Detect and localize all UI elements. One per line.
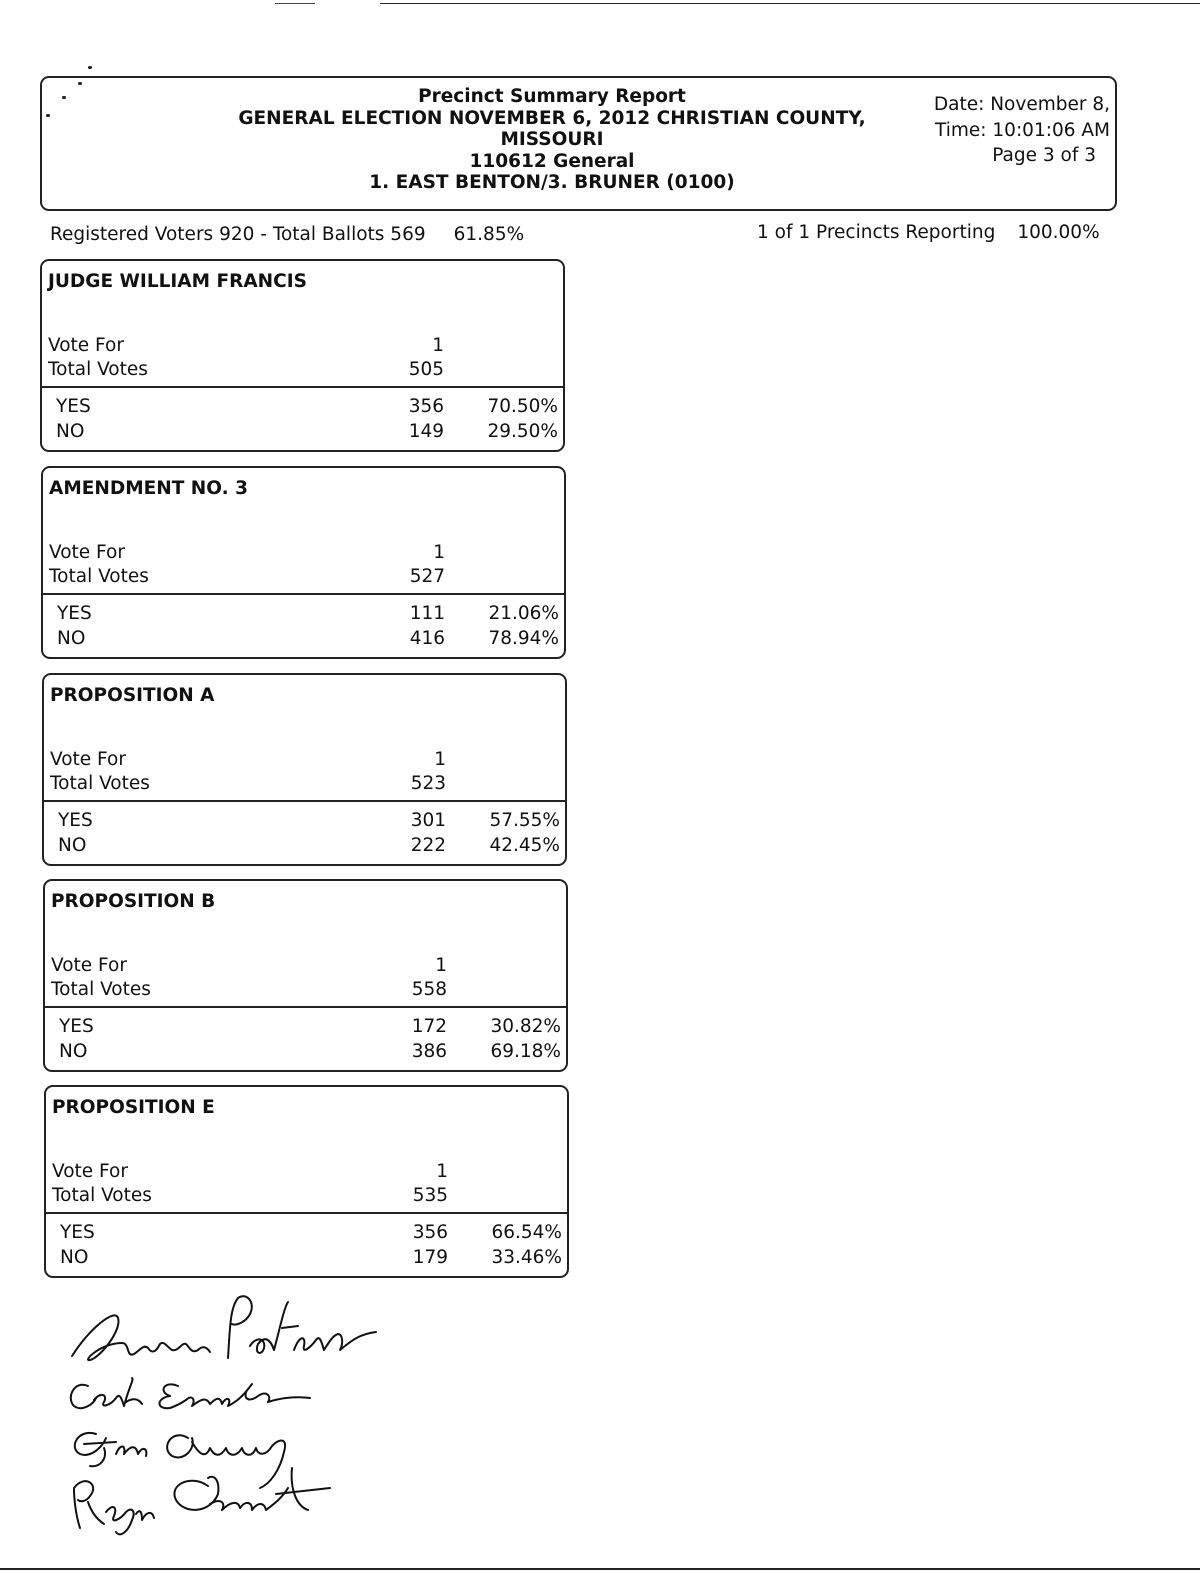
yes-percent: 66.54% [491,1222,562,1243]
no-label: NO [58,835,87,856]
yes-votes: 301 [410,810,446,831]
signature-1 [72,1296,376,1360]
judge-signatures [60,1288,400,1538]
yes-row [58,810,563,834]
vote-for-row [49,542,554,566]
divider [43,593,564,595]
scan-speck [88,66,92,69]
reporting-summary [757,222,1100,243]
page-number: Page 3 of 3 [992,145,1096,166]
no-label: NO [57,628,86,649]
vote-for-label: Vote For [52,1161,128,1182]
no-percent: 42.45% [489,835,560,856]
vote-for-label: Vote For [48,335,124,356]
report-header-center [222,86,882,194]
election-code: 110612 General [469,150,635,172]
no-votes: 222 [410,835,446,856]
yes-percent: 70.50% [487,396,558,417]
yes-percent: 57.55% [489,810,560,831]
vote-for-value: 1 [434,749,446,770]
no-percent: 29.50% [487,421,558,442]
total-votes-row [49,566,554,590]
report-meta [898,92,1110,169]
contest-proposition-b [43,879,568,1072]
total-votes-value: 527 [409,566,445,587]
yes-label: YES [57,603,92,624]
total-votes-value: 558 [411,979,447,1000]
divider [45,1006,566,1008]
report-header [40,76,1117,211]
turnout-percent: 61.85% [453,224,525,245]
total-votes-row [51,979,556,1003]
no-percent: 33.46% [491,1247,562,1268]
contest-title: AMENDMENT NO. 3 [49,478,248,499]
voters-ballots: Registered Voters 920 - Total Ballots 569 [50,224,426,245]
no-row [57,628,562,652]
no-percent: 78.94% [488,628,559,649]
total-votes-row [50,773,555,797]
yes-row [60,1222,565,1246]
yes-label: YES [59,1016,94,1037]
no-votes: 386 [411,1041,447,1062]
yes-label: YES [58,810,93,831]
yes-row [59,1016,564,1040]
no-row [60,1247,565,1271]
total-votes-label: Total Votes [49,566,149,587]
total-votes-label: Total Votes [52,1185,152,1206]
yes-percent: 21.06% [488,603,559,624]
contest-proposition-e [44,1085,569,1278]
vote-for-label: Vote For [50,749,126,770]
no-votes: 179 [412,1247,448,1268]
total-votes-label: Total Votes [50,773,150,794]
no-row [56,421,561,445]
no-row [59,1041,564,1065]
vote-for-label: Vote For [51,955,127,976]
contest-proposition-a [42,673,567,866]
contest-judge-william-francis [40,259,565,452]
divider [42,386,563,388]
contest-title: JUDGE WILLIAM FRANCIS [48,271,307,292]
signature-4 [74,1468,330,1534]
vote-for-value: 1 [435,955,447,976]
scan-mark-top-dash [275,3,315,4]
vote-for-row [48,335,553,359]
yes-label: YES [56,396,91,417]
yes-label: YES [60,1222,95,1243]
vote-for-row [52,1161,557,1185]
no-label: NO [60,1247,89,1268]
contest-amendment-no-3 [41,466,566,659]
election-state: MISSOURI [500,129,604,150]
yes-votes: 356 [408,396,444,417]
reporting-percent: 100.00% [1017,222,1100,243]
total-votes-value: 523 [410,773,446,794]
contest-title: PROPOSITION A [50,685,215,706]
total-votes-row [48,359,553,383]
divider [46,1212,567,1214]
turnout-summary [50,224,524,245]
total-votes-label: Total Votes [51,979,151,1000]
election-name: GENERAL ELECTION NOVEMBER 6, 2012 CHRISTIAN COUNTY, [238,107,866,129]
scan-edge-top [380,3,1200,4]
divider [44,800,565,802]
total-votes-value: 505 [408,359,444,380]
scan-edge-bottom [0,1568,1200,1570]
report-time: Time: 10:01:06 AM [935,119,1110,141]
no-label: NO [56,421,85,442]
signature-3 [75,1433,285,1488]
total-votes-label: Total Votes [48,359,148,380]
precinct-name: 1. EAST BENTON/3. BRUNER (0100) [369,172,735,193]
vote-for-value: 1 [432,335,444,356]
no-row [58,835,563,859]
no-label: NO [59,1041,88,1062]
yes-votes: 111 [409,603,445,624]
yes-votes: 356 [412,1222,448,1243]
vote-for-row [51,955,556,979]
yes-percent: 30.82% [490,1016,561,1037]
yes-row [56,396,561,420]
vote-for-label: Vote For [49,542,125,563]
report-date: Date: November 8, [933,94,1110,115]
vote-for-value: 1 [436,1161,448,1182]
vote-for-value: 1 [433,542,445,563]
yes-row [57,603,562,627]
vote-for-row [50,749,555,773]
signature-2 [71,1378,310,1408]
no-votes: 149 [408,421,444,442]
contest-title: PROPOSITION E [52,1097,215,1118]
yes-votes: 172 [411,1016,447,1037]
report-title: Precinct Summary Report [418,86,686,107]
total-votes-value: 535 [412,1185,448,1206]
no-percent: 69.18% [490,1041,561,1062]
contest-title: PROPOSITION B [51,891,216,912]
no-votes: 416 [409,628,445,649]
precincts-reporting: 1 of 1 Precincts Reporting [757,222,996,243]
total-votes-row [52,1185,557,1209]
